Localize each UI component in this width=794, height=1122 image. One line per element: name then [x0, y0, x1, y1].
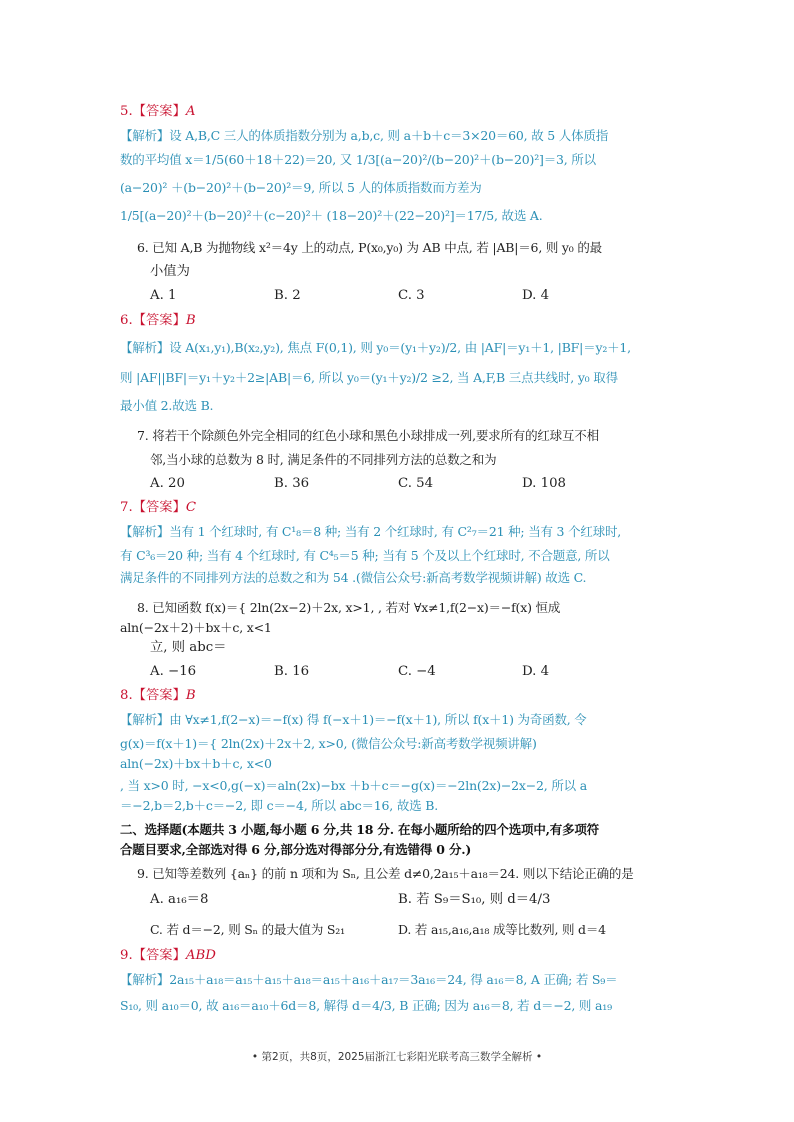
- q9-stem: 9. 已知等差数列 {aₙ} 的前 n 项和为 Sₙ, 且公差 d≠0,2a₁₅＋a₁₈＝24. 则以下结论正确的是: [137, 866, 634, 881]
- page-footer: • 第2页，共8页，2025届浙江七彩阳光联考高三数学全解析 •: [251, 1051, 543, 1063]
- q7-option-a: A. 20: [150, 476, 185, 491]
- q7-analysis-line-2: 有 C³₆＝20 种; 当有 4 个红球时, 有 C⁴₅＝5 种; 当有 5 个及以上个红球时, 不合题意, 所以: [120, 548, 610, 563]
- q8-option-d: D. 4: [522, 664, 550, 679]
- q6-option-b: B. 2: [274, 288, 301, 303]
- q5-analysis-line-2: 数的平均值 x＝1/5(60＋18＋22)＝20, 又 1/3[(a−20)²/(b−20)²＋(b−20)²]＝3, 所以: [120, 152, 596, 167]
- q6-analysis-line-2: 则 |AF||BF|＝y₁＋y₂＋2≥|AB|＝6, 所以 y₀＝(y₁＋y₂)/2 ≥2, 当 A,F,B 三点共线时, y₀ 取得: [120, 370, 618, 385]
- q9-analysis-line-2: S₁₀, 则 a₁₀＝0, 故 a₁₆＝a₁₀＋6d＝8, 解得 d＝4/3, B 正确; 因为 a₁₆＝8, 若 d＝−2, 则 a₁₉: [120, 998, 612, 1013]
- q8-analysis-line-3: aln(−2x)＋bx＋b＋c, x<0: [120, 756, 272, 771]
- q8-answer: [120, 688, 680, 704]
- q8-stem-line-3: 立, 则 abc＝: [150, 640, 227, 655]
- q6-analysis-line-3: 最小值 2.故选 B.: [120, 398, 214, 413]
- q6-option-d: D. 4: [522, 288, 550, 303]
- q9-option-c: C. 若 d＝−2, 则 Sₙ 的最大值为 S₂₁: [150, 922, 345, 937]
- q7-stem-line-2: 邻,当小球的总数为 8 时, 满足条件的不同排列方法的总数之和为: [150, 452, 497, 467]
- answer-label: 5.【答案】: [120, 104, 186, 119]
- q6-stem-line-1: 6. 已知 A,B 为抛物线 x²＝4y 上的动点, P(x₀,y₀) 为 AB 中点, 若 |AB|＝6, 则 y₀ 的最: [137, 240, 602, 255]
- q5-analysis-line-4: 1/5[(a−20)²＋(b−20)²＋(c−20)²＋ (18−20)²＋(22−20)²]＝17/5, 故选 A.: [120, 208, 543, 223]
- q8-analysis-line-2: g(x)＝f(x＋1)＝{ 2ln(2x)＋2x＋2, x>0, (微信公众号:新高考数学视频讲解): [120, 736, 537, 751]
- q9-analysis-line-1: 【解析】2a₁₅＋a₁₈＝a₁₅＋a₁₅＋a₁₈＝a₁₅＋a₁₆＋a₁₇＝3a₁₆＝24, 得 a₁₆＝8, A 正确; 若 S₉＝: [120, 972, 618, 987]
- q6-analysis-line-1: 【解析】设 A(x₁,y₁),B(x₂,y₂), 焦点 F(0,1), 则 y₀＝(y₁＋y₂)/2, 由 |AF|＝y₁＋1, |BF|＝y₂＋1,: [120, 340, 631, 355]
- answer-value: A: [185, 104, 196, 119]
- answer-value: C: [185, 500, 197, 515]
- q6-stem-line-2: 小值为: [150, 264, 190, 279]
- q7-stem-line-1: 7. 将若干个除颜色外完全相同的红色小球和黑色小球排成一列,要求所有的红球互不相: [137, 428, 599, 443]
- answer-value: B: [185, 313, 196, 328]
- answer-label: 7.【答案】: [120, 500, 186, 515]
- section-heading-line-2: 合题目要求,全部选对得 6 分,部分选对得部分分,有选错得 0 分.): [120, 842, 472, 857]
- q5-analysis-line-3: (a−20)² ＋(b−20)²＋(b−20)²＝9, 所以 5 人的体质指数而方差为: [120, 180, 482, 195]
- q9-option-a: A. a₁₆＝8: [150, 892, 209, 907]
- q7-analysis-line-3: 满足条件的不同排列方法的总数之和为 54 .(微信公众号:新高考数学视频讲解) 故选 C.: [120, 570, 587, 585]
- q8-analysis-line-4: , 当 x>0 时, −x<0,g(−x)＝aln(2x)−bx ＋b＋c＝−g(x)＝−2ln(2x)−2x−2, 所以 a: [120, 778, 587, 793]
- answer-value: B: [185, 688, 196, 703]
- q6-option-a: A. 1: [150, 288, 177, 303]
- q5-answer: [120, 104, 680, 120]
- q8-analysis-line-5: ＝−2,b＝2,b＋c＝−2, 即 c＝−4, 所以 abc＝16, 故选 B.: [120, 798, 438, 813]
- q5-analysis-line-1: 【解析】设 A,B,C 三人的体质指数分别为 a,b,c, 则 a＋b＋c＝3×20＝60, 故 5 人体质指: [120, 128, 609, 143]
- q8-option-a: A. −16: [150, 664, 197, 679]
- q8-stem-line-1: 8. 已知函数 f(x)＝{ 2ln(2x−2)＋2x, x>1, , 若对 ∀x≠1,f(2−x)＝−f(x) 恒成: [137, 600, 561, 615]
- q7-answer: [120, 500, 680, 516]
- section-heading-line-1: 二、选择题(本题共 3 小题,每小题 6 分,共 18 分. 在每小题所给的四个选项中,有多项符: [120, 822, 599, 837]
- q7-analysis-line-1: 【解析】当有 1 个红球时, 有 C¹₈＝8 种; 当有 2 个红球时, 有 C²₇＝21 种; 当有 3 个红球时,: [120, 524, 622, 539]
- q7-option-c: C. 54: [398, 476, 434, 491]
- answer-label: 9.【答案】: [120, 948, 186, 963]
- answer-label: 8.【答案】: [120, 688, 186, 703]
- answer-label: 6.【答案】: [120, 313, 186, 328]
- q6-answer: [120, 313, 680, 329]
- q8-option-c: C. −4: [398, 664, 436, 679]
- q7-option-d: D. 108: [522, 476, 567, 491]
- q9-option-d: D. 若 a₁₅,a₁₆,a₁₈ 成等比数列, 则 d＝4: [398, 922, 606, 937]
- q9-option-b: B. 若 S₉＝S₁₀, 则 d＝4/3: [398, 892, 551, 907]
- q8-stem-line-2: aln(−2x＋2)＋bx＋c, x<1: [120, 620, 272, 635]
- q8-analysis-line-1: 【解析】由 ∀x≠1,f(2−x)＝−f(x) 得 f(−x＋1)＝−f(x＋1), 所以 f(x＋1) 为奇函数, 令: [120, 712, 587, 727]
- q7-option-b: B. 36: [274, 476, 310, 491]
- answer-value: ABD: [185, 948, 216, 963]
- q6-option-c: C. 3: [398, 288, 425, 303]
- q8-option-b: B. 16: [274, 664, 310, 679]
- q9-answer: [120, 948, 680, 964]
